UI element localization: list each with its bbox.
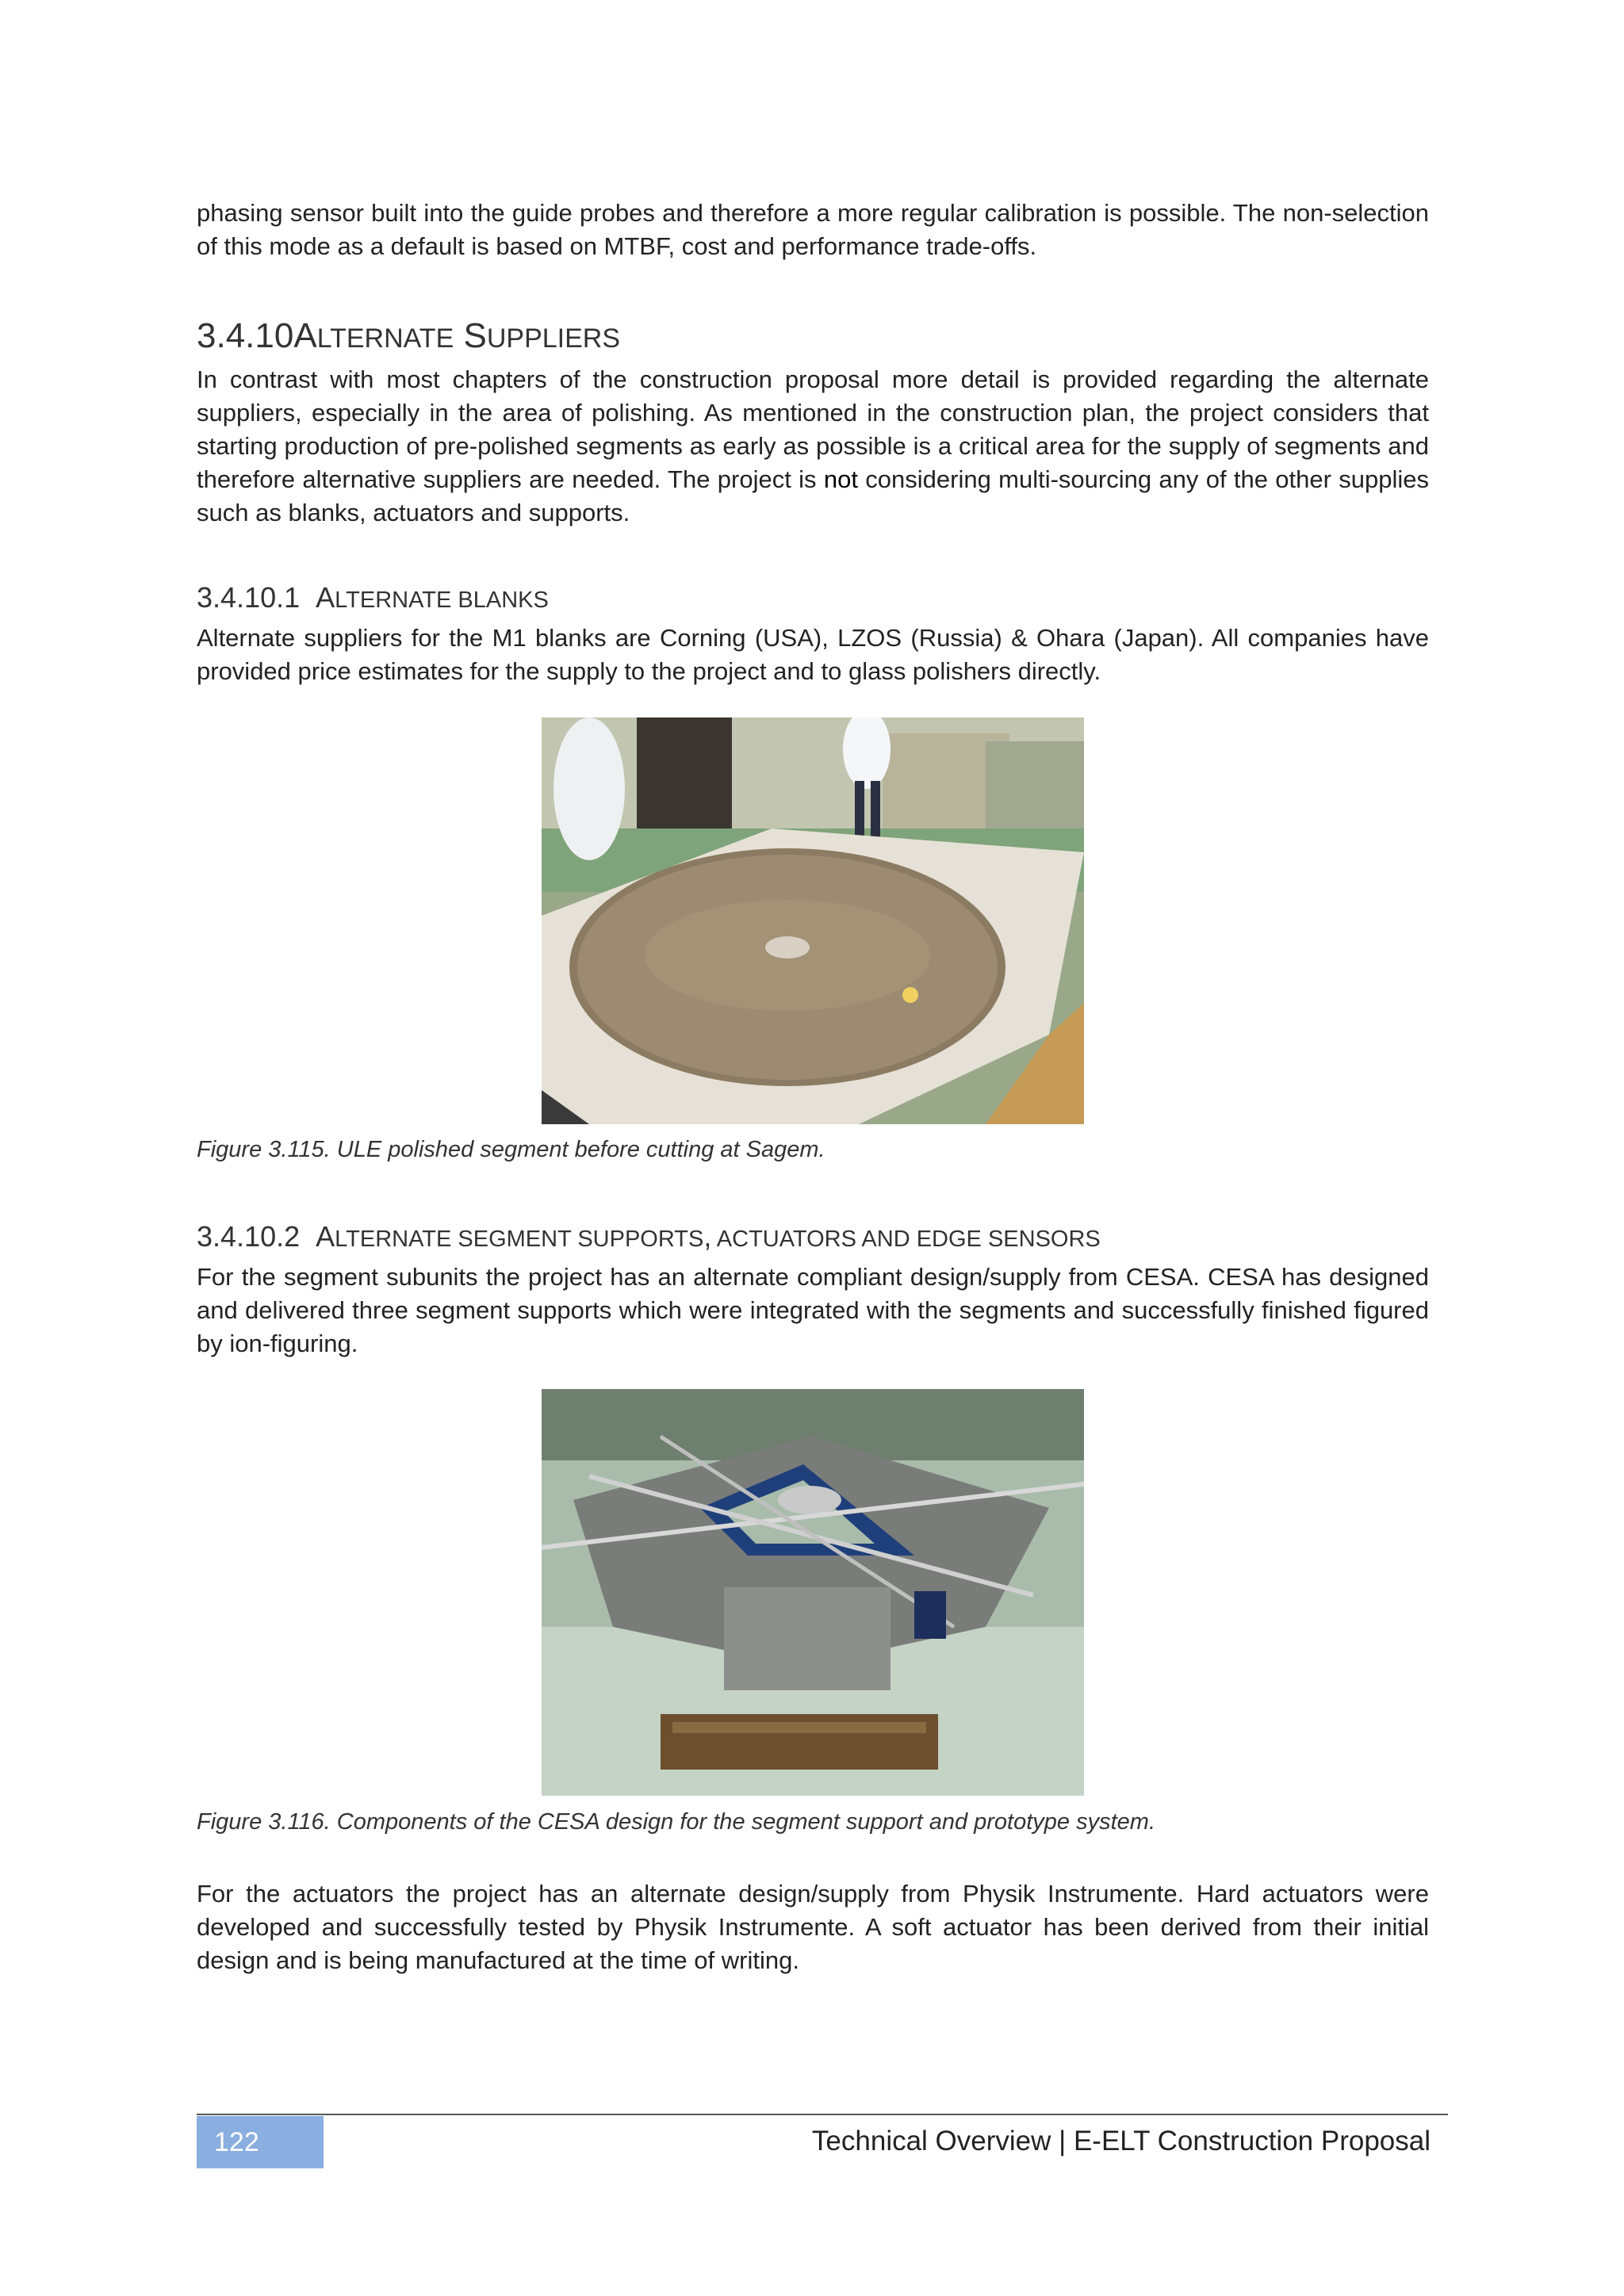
figure-3-116-caption: Figure 3.116. Components of the CESA design for the segment support and prototype system. xyxy=(197,1809,1156,1835)
heading-3-4-10-2: 3.4.10.2 ALTERNATE SEGMENT SUPPORTS, ACTUATORS AND EDGE SENSORS xyxy=(197,1220,1101,1253)
heading-number: 3.4.10 xyxy=(197,316,294,355)
page-number: 122 xyxy=(214,2127,259,2157)
footer-rule xyxy=(197,2114,1448,2115)
figure-3-115-caption: Figure 3.115. ULE polished segment before cutting at Sagem. xyxy=(197,1137,825,1162)
intro-paragraph: phasing sensor built into the guide probes and therefore a more regular calibration is possible. The non-selection of this mode as a default is based on MTBF, cost and performance trade-offs. xyxy=(197,199,1429,260)
actuators-paragraph: For the actuators the project has an alternate design/supply from Physik Instrumente. Hard actuators were developed and successfully tested by Physik Instrumente. A soft actuator has been derived from their initial design and is being manufactured at the time of writing. xyxy=(197,1880,1429,1974)
supports-paragraph: For the segment subunits the project has an alternate compliant design/supply from CESA. CESA has designed and delivered three segment supports which were integrated with the segments and successfully finished figured by ion-figuring. xyxy=(197,1263,1429,1357)
heading-3-4-10: 3.4.10ALTERNATE SUPPLIERS xyxy=(197,316,621,355)
footer-title: Technical Overview | E-ELT Construction Proposal xyxy=(811,2126,1431,2156)
suppliers-paragraph: In contrast with most chapters of the construction proposal more detail is provided regarding the alternate suppliers, especially in the area of polishing. As mentioned in the construction plan, the project considers that starting production of pre-polished segments as early as possible is a critical area for the supply of segments and therefore alternative suppliers are needed. The project is not considering multi-sourcing any of the other supplies such as blanks, actuators and supports. xyxy=(197,365,1430,526)
blanks-paragraph: Alternate suppliers for the M1 blanks are Corning (USA), LZOS (Russia) & Ohara (Japan). All companies have provided price estimates for the supply to the project and to glass polishers directly. xyxy=(197,624,1429,685)
heading-3-4-10-1: 3.4.10.1 ALTERNATE BLANKS xyxy=(197,581,549,614)
ule-polished-segment-photo xyxy=(542,718,1084,1124)
cesa-segment-support-photo xyxy=(542,1389,1084,1796)
